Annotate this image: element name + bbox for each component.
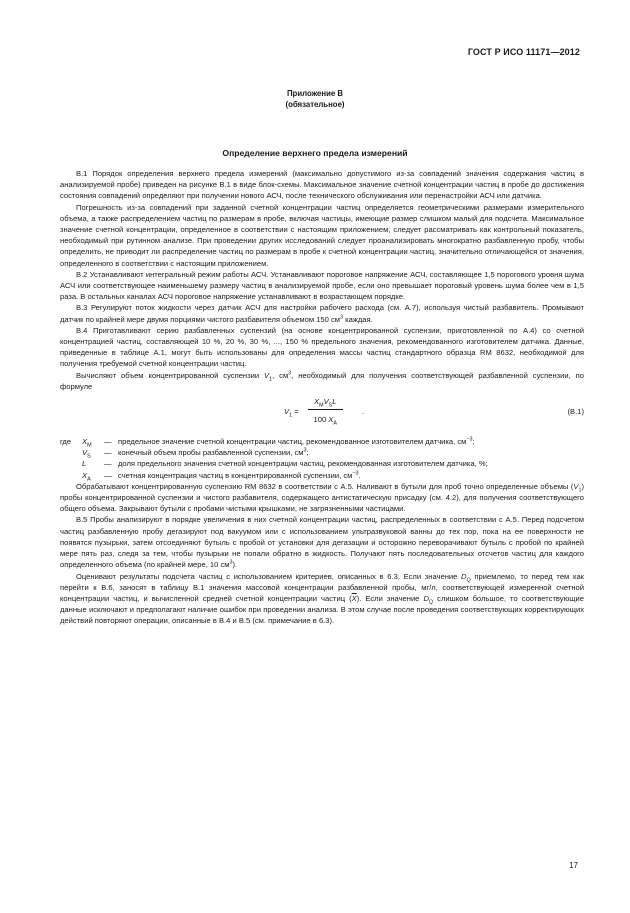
definition-xa: $X_A$ — счетная концентрация частиц в концентрированной суспензии, $см^{-3}$. bbox=[82, 470, 361, 483]
paragraph-b2: В.2 Устанавливают интегральный режим работы АСЧ. Устанавливают пороговое напряжение АСЧ, составляющее 1,5 порогового уровня шума АСЧ или соответствующее наименьшему размеру частиц в анализируемой пробе, если оно превышает пороговый уровень шума более чем в 1,5 раза. В остальных каналах АСЧ пороговое напряжение устанавливают в возрастающем порядке. bbox=[60, 269, 584, 302]
formula-b1 bbox=[60, 394, 584, 434]
paragraph-volume: Вычисляют объем концентрированной суспензии $V_1$, $см^3$, необходимый для получения соответствующей разбавленной суспензии, по формуле bbox=[60, 370, 584, 391]
formula-fraction bbox=[308, 396, 343, 425]
definitions-list bbox=[60, 436, 584, 481]
body-text bbox=[60, 168, 584, 627]
paragraph-processing: Обрабатывают концентрированную суспензию RM 8632 в соответствии с А.5. Наливают в бутыли для проб точно определенные объемы $(V_1)$ пробы концентрированной суспензии и чистого разбавителя, содержащего антистатическую присадку (см. 4.2), для получения соответствующего общего объема. Закрывают бутыли с пробами чистыми крышками, не загрязненными частицами. bbox=[60, 481, 584, 514]
formula-dot: . bbox=[362, 407, 365, 417]
formula-numerator: $X_MV_SL$ bbox=[308, 396, 343, 410]
formula-number: (В.1) bbox=[567, 407, 584, 417]
definition-vs: $V_S$ — конечный объем пробы разбавленной суспензии, $см^3$; bbox=[82, 447, 309, 460]
standard-header: ГОСТ Р ИСО 11171—2012 bbox=[467, 47, 580, 57]
paragraph-b1: В.1 Порядок определения верхнего предела измерений (максимально допустимого из-за совпадений значения содержания частиц в анализируемой пробе) приведен на рисунке В.1 в виде блок-схемы. Максимальное значение счетной концентрации частиц в пробе до достижения состояния совпадений определяют при получении нового АСЧ, после технического обслуживания или перенастройки АСЧ или датчика. bbox=[60, 169, 584, 201]
annex-status: (обязательное) bbox=[285, 100, 345, 109]
x-bar-symbol: $\overline{X}$ bbox=[351, 593, 357, 603]
formula-lhs: $V_1$ = bbox=[284, 407, 299, 419]
paragraph-b4: В.4 Приготавливают серию разбавленных суспензий (на основе концентрированной суспензии, приготовленной по А.4) со счетной концентрацией частиц, составляющей 10 %, 20 %, 30 %, ..., 150 % предельного значения, рекомендованного изготовителем датчика. Данные, приведенные в таблице А.1, могут быть использованы для определения массы частиц стандартного образца RM 8632, необходимой для получения требуемой счетной концентрации частиц. bbox=[60, 325, 584, 369]
definition-xm: где $X_M$ — предельное значение счетной концентрации частиц, рекомендованное изготовителем датчика, $см^{-3}$; bbox=[60, 436, 475, 449]
section-title: Определение верхнего предела измерений bbox=[222, 148, 408, 158]
formula-denominator: 100 $X_A$ bbox=[313, 415, 337, 427]
annex-title: Приложение В bbox=[286, 89, 344, 98]
definition-l: L — доля предельного значения счетной концентрации частиц, рекомендованная изготовителем датчика, %; bbox=[82, 459, 488, 469]
paragraph-coincidence: Погрешность из-за совпадений при заданной счетной концентрации частиц определяется геометрическими размерами измерительного объема, а также распределением частиц по размерам в пробе, включая частицы, имеющие размер слишком малый для подсчета. Максимальное значение счетной концентрации, определенное в соответствии с настоящим приложением, следует рассматривать как контрольный показатель, необходимый при рутинном анализе. При проведении других исследований следует проанализировать многократно разбавленную пробу, чтобы определить, не приводит ли распределение частиц по размерам в пробе к счетной концентрации частиц, значительно отличающейся от значения, определенного в соответствии с настоящим приложением. bbox=[60, 202, 584, 268]
paragraph-evaluation: Оценивают результаты подсчета частиц с использованием критериев, описанных в 6.3. Если значение $D_Q$ приемлемо, то перед тем как перейти к В.6, заносят в таблицу В.1 значения массовой концентрации разбавленной пробы, мг/л, соответствующей измеренной счетной концентрации частиц, и вычисленной средней счетной концентрации частиц $(\overline{X})$. Если значение $D_Q$ слишком большое, то соответствующие данные исключают и предполагают наличие ошибок при проведении анализа. В этом случае после проведения соответствующих корректирующих действий повторяют операции, описанные в В.4 и В.5 (см. примечание в 6.3). bbox=[60, 571, 584, 626]
page-number: 17 bbox=[569, 861, 578, 870]
paragraph-b5: В.5 Пробы анализируют в порядке увеличения в них счетной концентрации частиц, распределенных в соответствии с А.5. Перед подсчетом частиц разбавленную пробу дегазируют под вакуумом или с использованием ультразвуковой ванны до тех пор, пока на ее поверхности не появятся пузырьки, затем отсоединяют бутыль с пробой от установки для дегазации и осторожно переворачивают бутыль с пробой по крайней мере пять раз, следя за тем, чтобы пузырьки не попали обратно в жидкость. Получают пять последовательных отсчетов частиц для каждого определенного объема (по крайней мере, 10 $см^3$). bbox=[60, 515, 584, 570]
paragraph-b3: В.3 Регулируют поток жидкости через датчик АСЧ для настройки рабочего расхода (см. А.7), используя чистый разбавитель. Промывают датчик по крайней мере двумя порциями чистого разбавителя объемом 150 $см^3$ каждая. bbox=[60, 303, 584, 324]
